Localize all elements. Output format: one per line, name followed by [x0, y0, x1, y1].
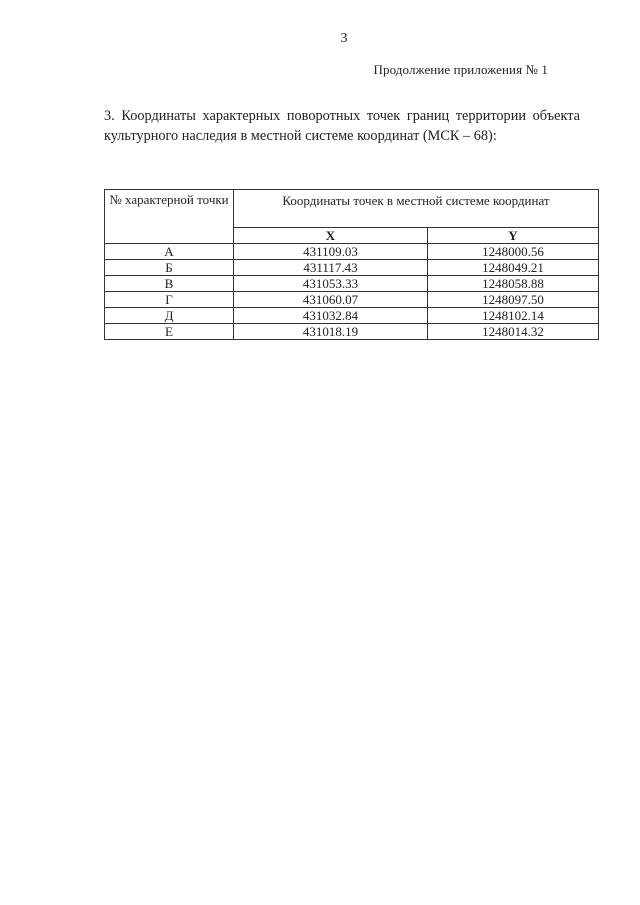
- table-row: [105, 260, 599, 276]
- point-label: А: [105, 244, 234, 260]
- y-coordinate: 1248058.88: [428, 276, 599, 292]
- point-label: Г: [105, 292, 234, 308]
- x-coordinate: 431109.03: [234, 244, 428, 260]
- point-label: В: [105, 276, 234, 292]
- section-heading-line-2: культурного наследия в местной системе координат (МСК – 68):: [104, 128, 497, 144]
- table-row: [105, 276, 599, 292]
- section-heading: [104, 106, 580, 146]
- x-coordinate: 431032.84: [234, 308, 428, 324]
- page-number: 3: [340, 31, 348, 46]
- x-column-header: X: [234, 228, 428, 244]
- x-coordinate: 431053.33: [234, 276, 428, 292]
- point-label: Е: [105, 324, 234, 340]
- coordinates-group-header: Координаты точек в местной системе координат: [234, 190, 599, 228]
- section-heading-line-1: 3. Координаты характерных поворотных точек границ территории объекта: [104, 108, 580, 124]
- table-row: [105, 292, 599, 308]
- point-label: Д: [105, 308, 234, 324]
- y-coordinate: 1248097.50: [428, 292, 599, 308]
- point-number-header: № характерной точки: [105, 190, 234, 244]
- y-coordinate: 1248102.14: [428, 308, 599, 324]
- x-coordinate: 431060.07: [234, 292, 428, 308]
- coordinates-table: [104, 189, 599, 340]
- table-row: [105, 244, 599, 260]
- y-coordinate: 1248000.56: [428, 244, 599, 260]
- x-coordinate: 431018.19: [234, 324, 428, 340]
- appendix-continuation-note: Продолжение приложения № 1: [373, 62, 548, 77]
- y-column-header: Y: [428, 228, 599, 244]
- point-label: Б: [105, 260, 234, 276]
- y-coordinate: 1248049.21: [428, 260, 599, 276]
- table-row: [105, 308, 599, 324]
- x-coordinate: 431117.43: [234, 260, 428, 276]
- table-row: [105, 324, 599, 340]
- y-coordinate: 1248014.32: [428, 324, 599, 340]
